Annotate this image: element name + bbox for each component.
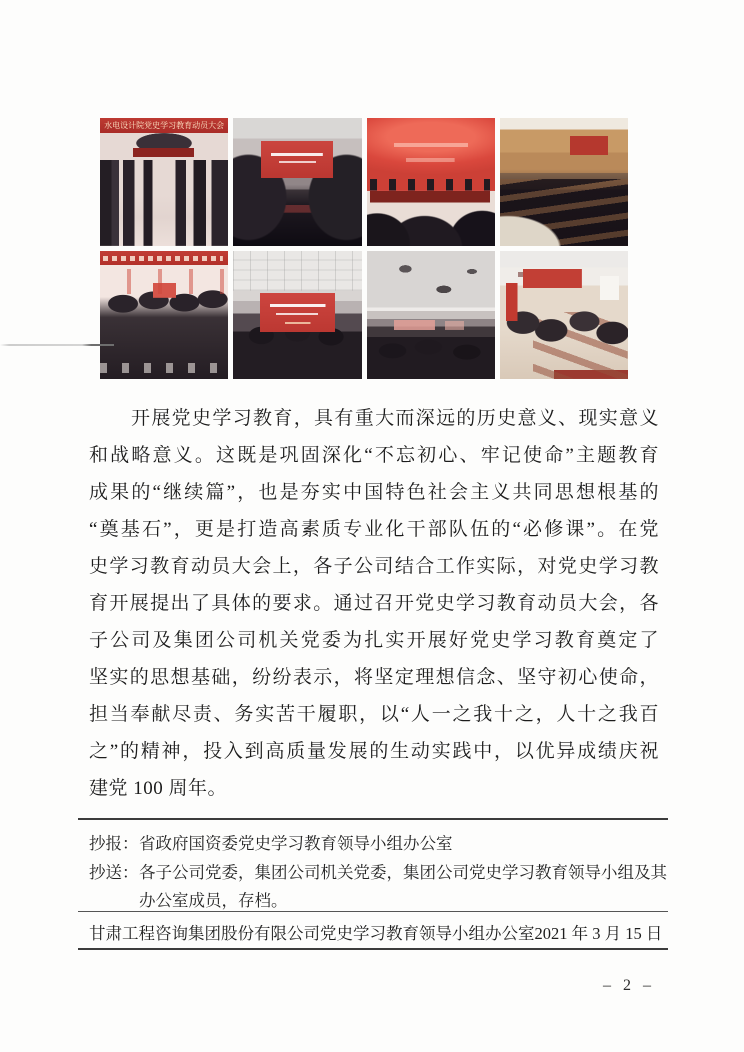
paragraph-line: 成果的“继续篇”，也是夯实中国特色社会主义共同思想根基的 [89, 482, 659, 503]
copy-report-row [89, 831, 662, 857]
paragraph-line: 建党 100 周年。 [89, 778, 228, 799]
paragraph-line: 子公司及集团公司机关党委为扎实开展好党史学习教育奠定了 [89, 630, 659, 651]
meeting-photo-3 [367, 118, 495, 246]
copy-send-label: 抄送： [89, 863, 139, 882]
meeting-photo-5 [100, 251, 228, 379]
meeting-scene [100, 133, 228, 246]
photo-collage [100, 118, 628, 379]
photo-banner-text: 水电设计院党史学习教育动员大会 [100, 118, 228, 133]
page-number: – 2 – [603, 977, 655, 994]
paragraph-line: 开展党史学习教育，具有重大而深远的历史意义、现实意义 [131, 408, 659, 429]
meeting-photo-7 [367, 251, 495, 379]
copy-report-label: 抄报： [89, 834, 139, 853]
paragraph-line: 担当奉献尽责、务实苦干履职，以“人一之我十之，人十之我百 [89, 704, 659, 725]
scan-artifact-line [0, 344, 114, 346]
paragraph-line: 育开展提出了具体的要求。通过召开党史学习教育动员大会，各 [89, 593, 659, 614]
issuer-row [89, 921, 663, 947]
meeting-photo-2 [233, 118, 361, 246]
paragraph-line: 之”的精神，投入到高质量发展的生动实践中，以优异成绩庆祝 [89, 741, 659, 762]
red-screen [261, 141, 333, 178]
paragraph-line: 坚实的思想基础，纷纷表示，将坚定理想信念、坚守初心使命， [89, 667, 659, 688]
meeting-scene [100, 265, 228, 379]
paragraph-line: 和战略意义。这既是巩固深化“不忘初心、牢记使命”主题教育 [89, 445, 659, 466]
red-screen [260, 293, 334, 331]
paragraph-line: “奠基石”，更是打造高素质专业化干部队伍的“必修课”。在党 [89, 519, 659, 540]
divider-rule-top [78, 818, 668, 820]
photo-banner-illegible [100, 251, 228, 265]
issuer-name: 甘肃工程咨询集团股份有限公司党史学习教育领导小组办公室 [89, 924, 535, 943]
meeting-photo-1 [100, 118, 228, 246]
issue-date: 2021 年 3 月 15 日 [534, 924, 663, 943]
meeting-photo-4 [500, 118, 628, 246]
divider-rule-middle [78, 911, 668, 912]
copy-send-row [89, 860, 667, 886]
copy-report-value: 省政府国资委党史学习教育领导小组办公室 [139, 834, 453, 853]
meeting-photo-6 [233, 251, 361, 379]
divider-rule-bottom [78, 948, 668, 950]
copy-send-value-line2: 办公室成员，存档。 [139, 891, 288, 910]
paragraph-line: 史学习教育动员大会上，各子公司结合工作实际，对党史学习教 [89, 556, 659, 577]
copy-send-value-line1: 各子公司党委，集团公司机关党委，集团公司党史学习教育领导小组及其 [139, 863, 667, 882]
meeting-photo-8 [500, 251, 628, 379]
body-paragraph [89, 400, 659, 807]
